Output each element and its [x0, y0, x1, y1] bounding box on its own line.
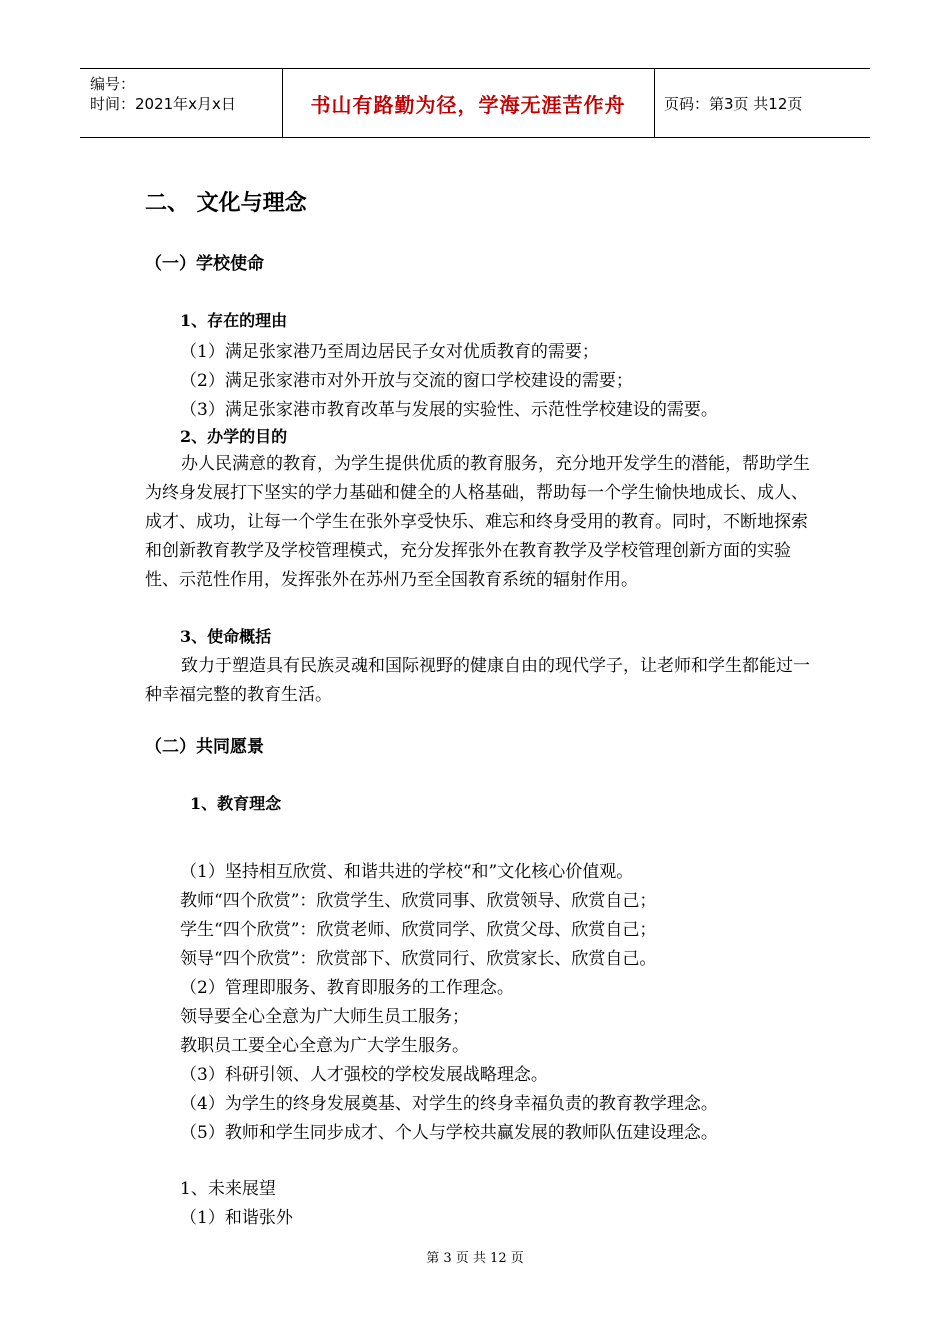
philosophy-line: （5）教师和学生同步成才、个人与学校共赢发展的教师队伍建设理念。 — [180, 1123, 718, 1143]
motto: 书山有路勤为径，学海无涯苦作舟 — [310, 92, 626, 117]
reason-heading: 1、存在的理由 — [180, 311, 288, 330]
purpose-heading: 2、办学的目的 — [180, 427, 288, 446]
summary-text: 致力于塑造具有民族灵魂和国际视野的健康自由的现代学子，让老师和学生都能过一种幸福完整的教育生活。 — [145, 656, 810, 705]
philosophy-line: （4）为学生的终身发展奠基、对学生的终身幸福负责的教育教学理念。 — [180, 1094, 718, 1114]
future-item: （1）和谐张外 — [180, 1208, 293, 1228]
number-label: 编号： — [90, 75, 136, 93]
page-info: 页码：第3页 共12页 — [664, 94, 803, 113]
philosophy-line: 领导“四个欣赏”：欣赏部下、欣赏同行、欣赏家长、欣赏自己。 — [180, 949, 657, 969]
document-header — [80, 68, 870, 138]
philosophy-line: 学生“四个欣赏”：欣赏老师、欣赏同学、欣赏父母、欣赏自己； — [180, 920, 657, 940]
reason-item: （3）满足张家港市教育改革与发展的实验性、示范性学校建设的需要。 — [180, 400, 718, 420]
reason-item: （2）满足张家港市对外开放与交流的窗口学校建设的需要； — [180, 371, 633, 391]
philosophy-heading: 1、教育理念 — [190, 794, 282, 813]
section-title: 二、 文化与理念 — [145, 191, 307, 216]
vision-heading: （二）共同愿景 — [145, 737, 264, 757]
header-meta-cell — [80, 69, 283, 137]
philosophy-line: 教师“四个欣赏”：欣赏学生、欣赏同事、欣赏领导、欣赏自己； — [180, 891, 657, 911]
time-label: 时间：2021年x月x日 — [90, 95, 236, 113]
philosophy-line: 领导要全心全意为广大师生员工服务； — [180, 1007, 469, 1027]
page-footer: 第 3 页 共 12 页 — [426, 1251, 524, 1266]
summary-heading: 3、使命概括 — [180, 627, 272, 646]
philosophy-line: （1）坚持相互欣赏、和谐共进的学校“和”文化核心价值观。 — [180, 862, 634, 882]
philosophy-line: （2）管理即服务、教育即服务的工作理念。 — [180, 978, 514, 998]
future-heading: 1、未来展望 — [180, 1179, 276, 1199]
philosophy-line: （3）科研引领、人才强校的学校发展战略理念。 — [180, 1065, 548, 1085]
mission-heading: （一）学校使命 — [145, 254, 264, 274]
header-motto-cell — [282, 69, 655, 137]
purpose-text: 办人民满意的教育，为学生提供优质的教育服务，充分地开发学生的潜能，帮助学生为终身发展打下坚实的学力基础和健全的人格基础，帮助每一个学生愉快地成长、成人、成才、成功，让每一个学生在张外享受快乐、难忘和终身受用的教育。同时，不断地探索和创新教育教学及学校管理模式，充分发挥张外在教育教学及学校管理创新方面的实验性、示范性作用，发挥张外在苏州乃至全国教育系统的辐射作用。 — [145, 454, 810, 590]
reason-item: （1）满足张家港乃至周边居民子女对优质教育的需要； — [180, 342, 599, 362]
philosophy-line: 教职员工要全心全意为广大学生服务。 — [180, 1036, 469, 1056]
header-page-cell — [656, 69, 870, 137]
